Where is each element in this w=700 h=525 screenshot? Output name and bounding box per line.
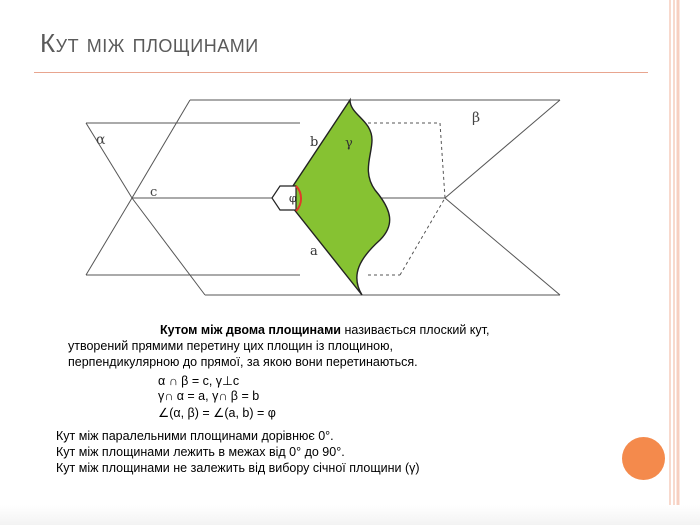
slide-title: Кут між площинами [40,28,259,58]
bottom-fade [0,505,700,525]
formula-angle: ∠(α, β) = ∠(a, b) = φ [158,406,276,420]
formula-intersection: α ∩ β = c, γ⊥c [158,374,240,388]
label-phi: φ [289,192,297,205]
facts-list [56,428,420,476]
definition-text [68,322,489,370]
label-beta: β [472,110,481,126]
label-alpha: α [96,132,106,148]
label-gamma: γ [345,136,353,151]
definition-line-2: утворений прямими перетину цих площин із площиною, [68,339,393,353]
definition-rest: називається плоский кут, [341,323,490,337]
label-c: c [150,185,158,200]
fact-item: Кут між площинами лежить в межах від 0° до 90°. [56,445,345,459]
label-a: a [310,244,318,259]
decorative-circle [622,437,665,480]
fact-item: Кут між паралельними площинами дорівнює 0°. [56,429,334,443]
label-b: b [310,135,319,150]
definition-line-3: перпендикулярною до прямої, за якою вони перетинаються. [68,355,418,369]
formula-gamma: γ∩ α = a, γ∩ β = b [158,389,260,403]
definition-term: Кутом між двома площинами [160,323,341,337]
fact-item: Кут між площинами не залежить від вибору січної площини (γ) [56,461,420,475]
